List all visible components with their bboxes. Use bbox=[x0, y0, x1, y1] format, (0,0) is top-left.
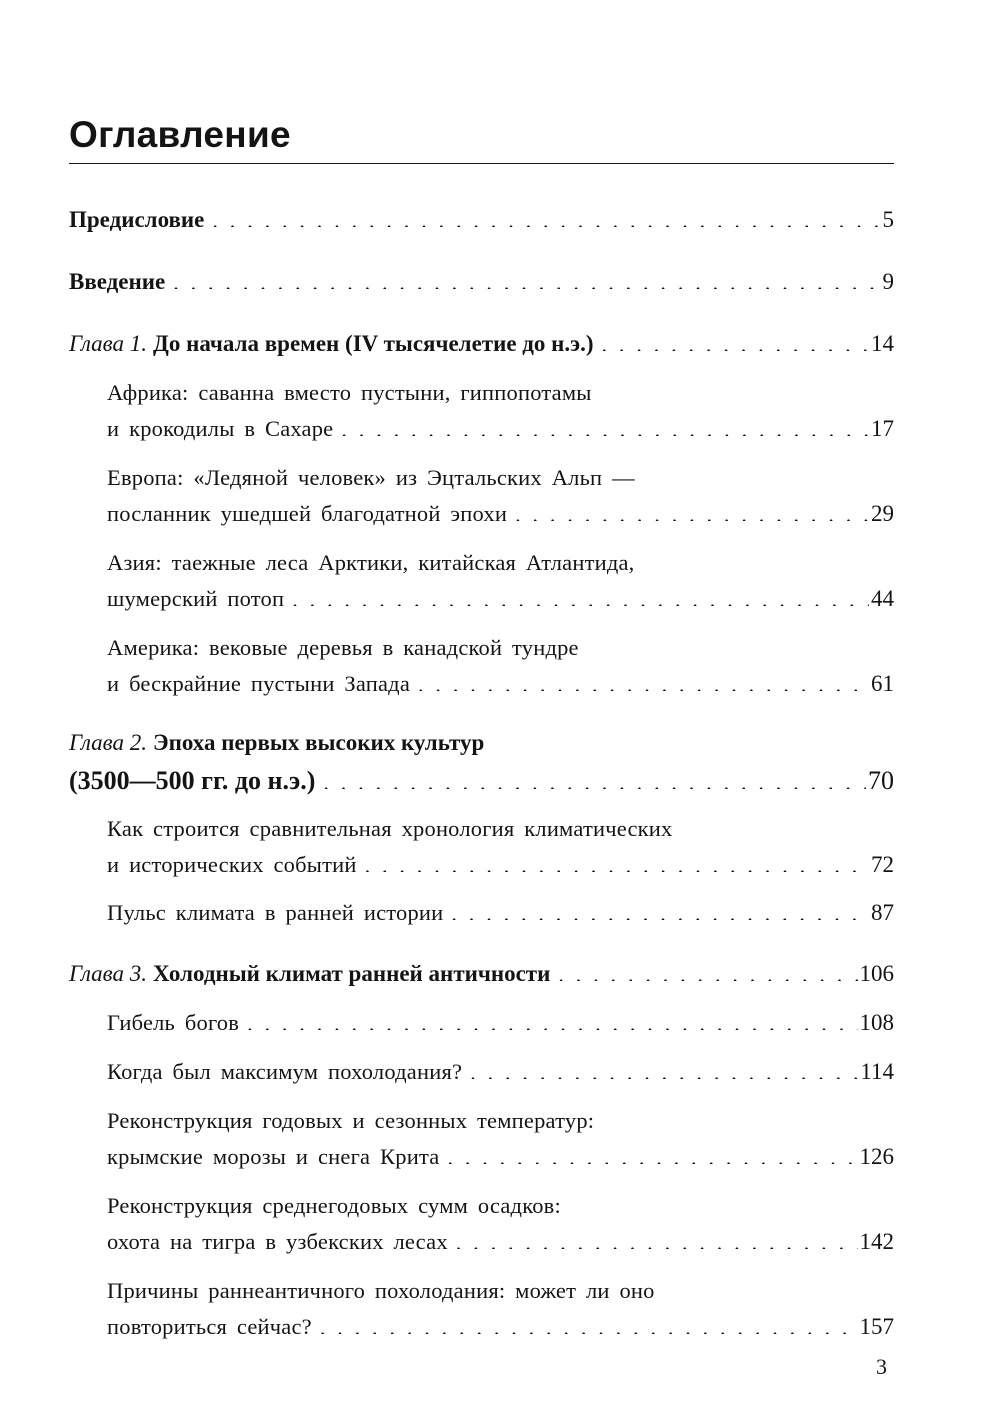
toc-page-number: 29 bbox=[871, 501, 894, 526]
dot-leader bbox=[558, 962, 857, 981]
toc-page-number: 72 bbox=[871, 852, 894, 877]
toc-subentry-america[interactable] bbox=[107, 671, 894, 701]
toc-subentry-line[interactable] bbox=[107, 1193, 894, 1223]
toc-page-number: 9 bbox=[882, 269, 894, 294]
toc-subentry-title: Африка: саванна вместо пустыни, гиппопотамы bbox=[107, 380, 592, 405]
toc-page-number: 142 bbox=[859, 1229, 894, 1254]
chapter-label: Глава 1. bbox=[69, 331, 147, 356]
dot-leader bbox=[212, 208, 880, 227]
toc-subentry-line[interactable] bbox=[107, 380, 894, 410]
toc-subentry-title: охота на тигра в узбекских лесах bbox=[107, 1229, 448, 1254]
toc-subentry-line[interactable] bbox=[107, 1278, 894, 1308]
toc-entry-title: (3500—500 гг. до н.э.) bbox=[69, 766, 316, 795]
toc-entry-intro[interactable] bbox=[69, 269, 894, 299]
toc-subentry-title: Гибель богов bbox=[107, 1010, 240, 1035]
toc-chapter-2[interactable] bbox=[69, 730, 894, 760]
toc-page-number: 44 bbox=[871, 586, 894, 611]
toc-entry-title: Холодный климат ранней античности bbox=[153, 961, 551, 986]
dot-leader bbox=[470, 1060, 858, 1079]
toc-subentry-title: Реконструкция годовых и сезонных температур: bbox=[107, 1108, 595, 1133]
dot-leader bbox=[418, 672, 869, 691]
dot-leader bbox=[447, 1145, 857, 1164]
toc-subentry-title: шумерский потоп bbox=[107, 586, 285, 611]
toc-page-number: 5 bbox=[882, 207, 894, 232]
dot-leader bbox=[247, 1011, 857, 1030]
toc-subentry-asia[interactable] bbox=[107, 586, 894, 616]
toc-subentry-title: Как строится сравнительная хронология климатических bbox=[107, 816, 673, 841]
toc-subentry-temperature[interactable] bbox=[107, 1144, 894, 1174]
chapter-label: Глава 2. bbox=[69, 730, 147, 755]
toc-subentry-title: Америка: вековые деревья в канадской тундре bbox=[107, 635, 579, 660]
toc-subentry-title: Европа: «Ледяной человек» из Эцтальских Альп — bbox=[107, 465, 635, 490]
toc-subentry-chronology[interactable] bbox=[107, 852, 894, 882]
toc-page-number: 126 bbox=[859, 1144, 894, 1169]
toc-subentry-title: и бескрайние пустыни Запада bbox=[107, 671, 411, 696]
toc-subentry-title: Азия: таежные леса Арктики, китайская Атлантида, bbox=[107, 550, 635, 575]
toc-chapter-3[interactable] bbox=[69, 961, 894, 991]
toc-entry-title: До начала времен (IV тысячелетие до н.э.) bbox=[153, 331, 594, 356]
dot-leader bbox=[173, 270, 880, 289]
dot-leader bbox=[365, 853, 869, 872]
toc-subentry-title: повториться сейчас? bbox=[107, 1314, 312, 1339]
toc-subentry-line[interactable] bbox=[107, 550, 894, 580]
toc-page-number: 87 bbox=[871, 900, 894, 925]
toc-subentry-gods[interactable] bbox=[107, 1010, 894, 1040]
toc-subentry-title: посланник ушедшей благодатной эпохи bbox=[107, 501, 508, 526]
toc-entry-title: Предисловие bbox=[69, 207, 205, 232]
chapter-label: Глава 3. bbox=[69, 961, 147, 986]
toc-subentry-title: Причины раннеантичного похолодания: может ли оно bbox=[107, 1278, 655, 1303]
dot-leader bbox=[515, 502, 869, 521]
toc-subentry-precipitation[interactable] bbox=[107, 1229, 894, 1259]
toc-subentry-pulse[interactable] bbox=[107, 900, 894, 930]
toc-subentry-europe[interactable] bbox=[107, 501, 894, 531]
dot-leader bbox=[341, 417, 869, 436]
toc-page-number: 108 bbox=[859, 1010, 894, 1035]
toc-subentry-line[interactable] bbox=[107, 635, 894, 665]
dot-leader bbox=[602, 332, 869, 351]
toc-subentry-line[interactable] bbox=[107, 816, 894, 846]
title-rule bbox=[69, 163, 894, 164]
toc-subentry-line[interactable] bbox=[107, 1108, 894, 1138]
toc-chapter-2-cont[interactable] bbox=[69, 766, 894, 796]
dot-leader bbox=[323, 770, 866, 789]
toc-entry-preface[interactable] bbox=[69, 207, 894, 237]
toc-subentry-title: и исторических событий bbox=[107, 852, 357, 877]
toc-page-number: 70 bbox=[868, 766, 894, 795]
page-number: 3 bbox=[876, 1354, 887, 1379]
toc-subentry-maximum[interactable] bbox=[107, 1059, 894, 1089]
toc-page-number: 157 bbox=[859, 1314, 894, 1339]
toc-subentry-title: Пульс климата в ранней истории bbox=[107, 900, 444, 925]
dot-leader bbox=[456, 1230, 858, 1249]
dot-leader bbox=[320, 1315, 858, 1334]
toc-page-number: 17 bbox=[871, 416, 894, 441]
dot-leader bbox=[292, 587, 869, 606]
toc-chapter-1[interactable] bbox=[69, 331, 894, 361]
toc-page-number: 61 bbox=[871, 671, 894, 696]
toc-entry-title: Эпоха первых высоких культур bbox=[153, 730, 485, 755]
toc-subentry-africa[interactable] bbox=[107, 416, 894, 446]
page-title: Оглавление bbox=[69, 114, 291, 155]
toc-page-number: 114 bbox=[860, 1059, 894, 1084]
toc-subentry-title: крымские морозы и снега Крита bbox=[107, 1144, 440, 1169]
toc-subentry-title: и крокодилы в Сахаре bbox=[107, 416, 334, 441]
toc-page-number: 106 bbox=[859, 961, 894, 986]
dot-leader bbox=[451, 901, 869, 920]
toc-entry-title: Введение bbox=[69, 269, 166, 294]
toc-page-number: 14 bbox=[871, 331, 894, 356]
toc-subentry-line[interactable] bbox=[107, 465, 894, 495]
toc-subentry-causes[interactable] bbox=[107, 1314, 894, 1344]
toc-subentry-title: Реконструкция среднегодовых сумм осадков: bbox=[107, 1193, 561, 1218]
toc-subentry-title: Когда был максимум похолодания? bbox=[107, 1059, 463, 1084]
